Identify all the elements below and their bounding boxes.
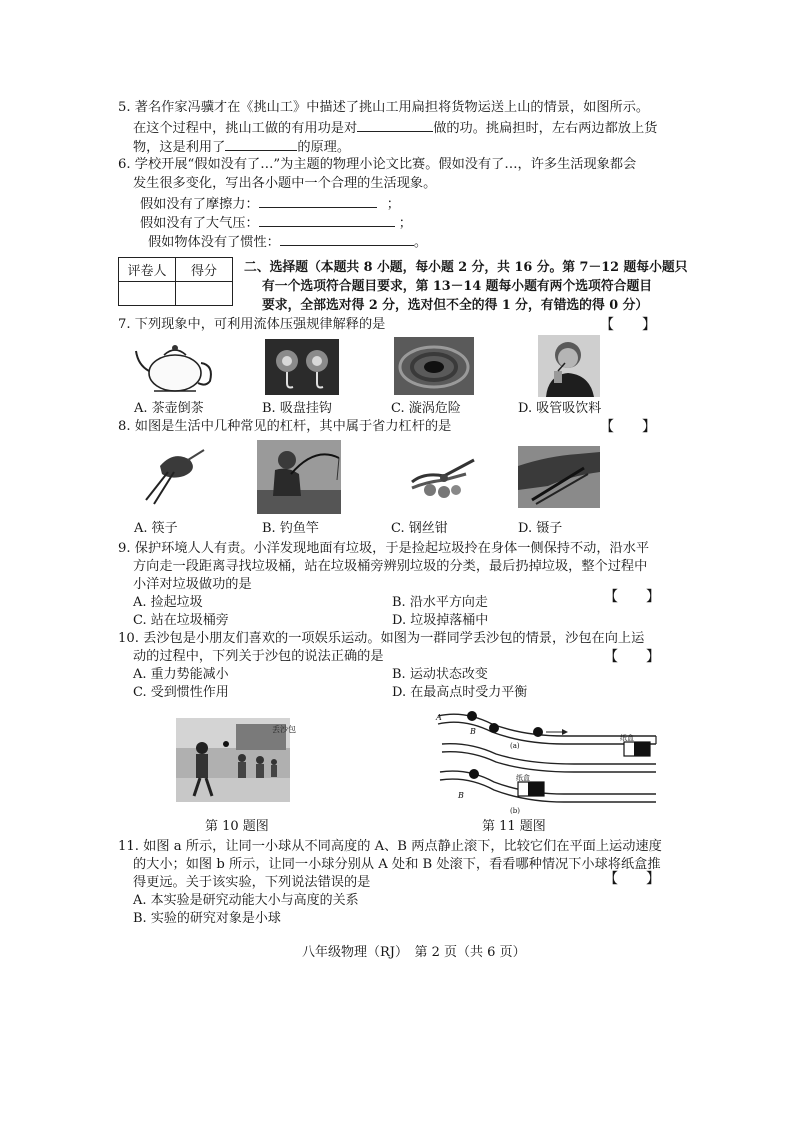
q6-item3-end: 。 [413,235,428,250]
q5-line1 [118,99,649,117]
q5-text-3b: 的原理。 [297,140,351,155]
q10-line2: 动的过程中，下列关于沙包的说法正确的是 [133,649,384,664]
q6-line1: 6. 学校开展“假如没有了…”为主题的物理小论文比赛。假如没有了…，许多生活现象都会 [118,157,637,172]
fig11-label-a-top: A [436,713,442,722]
q7-answer-bracket[interactable]: 【 】 [600,317,656,333]
q8-stem: 8. 如图是生活中几种常见的杠杆，其中属于省力杠杆的是 [118,419,452,434]
q7-option-a[interactable]: A. 茶壶倒茶 [134,401,204,416]
fig11-label-b-bottom: B [458,791,464,800]
fig11-sub-a: (a) [510,742,520,750]
q5-text-3a: 物，这是利用了 [133,140,226,155]
q10-answer-bracket[interactable]: 【 】 [604,649,660,665]
score-table-score-cell[interactable] [176,282,233,306]
score-table [118,257,233,306]
q5-blank-1[interactable] [357,118,433,132]
q5-text-2b: 做的功。挑扁担时，左右两边都放上货 [433,121,658,136]
fig11-caption: 第 11 题图 [482,819,546,834]
drinking-straw-boy-image [538,335,600,397]
svg-text:丢沙包: 丢沙包 [272,725,296,734]
q6-item1 [140,194,400,214]
score-table-score-header: 得分 [176,258,233,282]
q6-blank-2[interactable] [259,213,395,227]
fig11-box-label-a: 纸盒 [620,734,634,742]
section2-line1: 二、选择题（本题共 8 小题，每小题 2 分，共 16 分。第 7－12 题每小题只 [244,260,688,275]
q9-line2: 方向走一段距离寻找垃圾桶，站在垃圾桶旁辨别垃圾的分类，最后扔掉垃圾，整个过程中 [133,559,648,574]
q8-answer-bracket[interactable]: 【 】 [600,419,656,435]
q9-line1: 9. 保护环境人人有责。小洋发现地面有垃圾，于是捡起垃圾拎在身体一侧保持不动，沿水平 [118,541,650,556]
q7-option-c[interactable]: C. 漩涡危险 [391,401,461,416]
ramp-experiment-diagram [434,702,660,816]
fig11-sub-b: (b) [510,807,520,815]
fig11-box-label-b: 纸盒 [516,774,530,782]
q6-blank-1[interactable] [259,194,377,208]
q9-line3: 小洋对垃圾做功的是 [133,577,252,592]
q6-blank-3[interactable] [280,232,414,246]
wire-pliers-image [404,452,480,500]
q11-line3: 得更远。关于该实验，下列说法错误的是 [133,875,371,890]
q9-option-d[interactable]: D. 垃圾掉落桶中 [392,613,489,628]
q9-option-c[interactable]: C. 站在垃圾桶旁 [133,613,229,628]
q8-option-d[interactable]: D. 镊子 [518,521,563,536]
q6-item2-end: ； [398,216,412,231]
q6-item3-label: 假如物体没有了惯性： [148,235,280,250]
q10-option-b[interactable]: B. 运动状态改变 [392,667,488,682]
q6-item1-end: ； [386,197,400,212]
q6-item2-label: 假如没有了大气压： [140,216,259,231]
q6-line2: 发生很多变化，写出各小题中一个合理的生活现象。 [133,176,437,191]
chopsticks-image [140,446,210,506]
section2-line3: 要求，全部选对得 2 分，选对但不全的得 1 分，有错选的得 0 分） [262,298,649,313]
page-footer: 八年级物理（RJ） 第 2 页（共 6 页） [302,945,526,960]
teapot-image [134,337,216,395]
q11-option-a[interactable]: A. 本实验是研究动能大小与高度的关系 [133,893,359,908]
q11-answer-bracket[interactable]: 【 】 [604,871,660,887]
q10-option-a[interactable]: A. 重力势能减小 [133,667,229,682]
q7-option-d[interactable]: D. 吸管吸饮料 [518,401,602,416]
q10-option-d[interactable]: D. 在最高点时受力平衡 [392,685,528,700]
score-table-grader-header: 评卷人 [119,258,176,282]
q11-line1: 11. 如图 a 所示，让同一小球从不同高度的 A、B 两点静止滚下，比较它们在平面上运动速度 [118,839,662,854]
fishing-rod-image [257,440,341,514]
whirlpool-image [394,337,474,395]
tweezers-image [518,446,600,508]
q7-stem: 7. 下列现象中，可利用流体压强规律解释的是 [118,317,386,332]
q7-option-b[interactable]: B. 吸盘挂钩 [262,401,332,416]
fig11-label-b-top: B [470,727,476,736]
score-table-grader-cell[interactable] [119,282,176,306]
q9-option-a[interactable]: A. 捡起垃圾 [133,595,203,610]
q5-text-1: 5. 著名作家冯骥才在《挑山工》中描述了挑山工用扁担将货物运送上山的情景，如图所示。 [118,100,650,115]
fig10-caption: 第 10 题图 [205,819,269,834]
q10-option-c[interactable]: C. 受到惯性作用 [133,685,229,700]
q5-text-2a: 在这个过程中，挑山工做的有用功是对 [133,121,358,136]
q5-line3 [133,137,350,157]
q6-item1-label: 假如没有了摩擦力： [140,197,259,212]
q8-option-b[interactable]: B. 钓鱼竿 [262,521,319,536]
q9-answer-bracket[interactable]: 【 】 [604,589,660,605]
q6-item2 [140,213,412,233]
sandbag-game-photo [176,718,296,802]
q11-line2: 的大小；如图 b 所示，让同一小球分别从 A 处和 B 处滚下，看看哪种情况下小球将纸盒推 [133,857,661,872]
q10-line1: 10. 丢沙包是小朋友们喜欢的一项娱乐运动。如图为一群同学丢沙包的情景，沙包在向上运 [118,631,645,646]
q5-line2 [133,118,657,138]
q8-option-a[interactable]: A. 筷子 [134,521,178,536]
section2-line2: 有一个选项符合题目要求，第 13－14 题每小题有两个选项符合题目 [262,279,653,294]
q9-option-b[interactable]: B. 沿水平方向走 [392,595,488,610]
q8-option-c[interactable]: C. 钢丝钳 [391,521,448,536]
q5-blank-2[interactable] [225,137,297,151]
suction-hook-image [265,339,339,395]
q6-item3 [148,232,427,252]
q11-option-b[interactable]: B. 实验的研究对象是小球 [133,911,281,926]
